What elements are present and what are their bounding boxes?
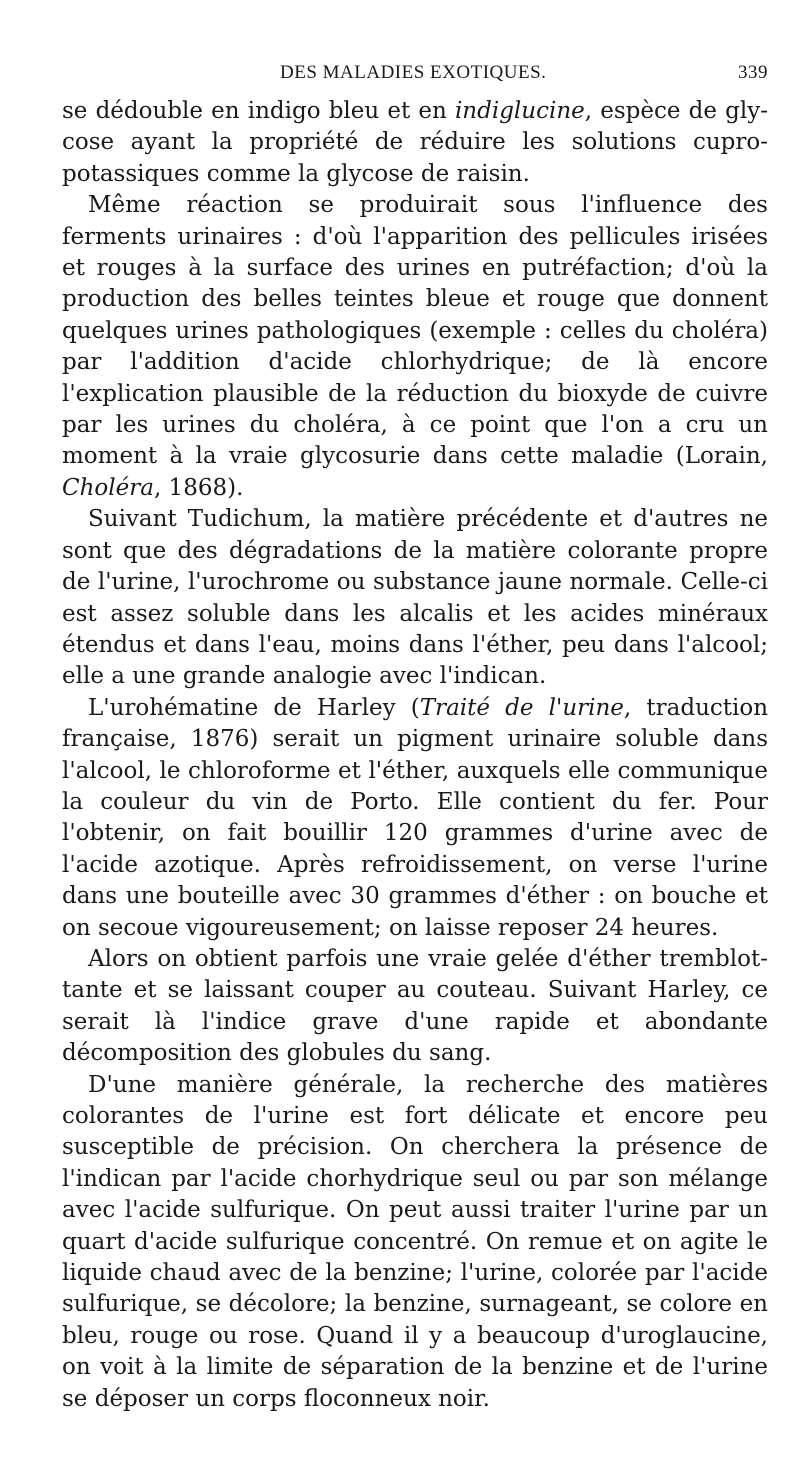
text-run: Suivant Tudichum, la matière précédente et d'autres ne sont que des dégradations de la matière colorante propre de l'urine, l'urochrome ou substance jaune normale. Celle-ci est assez soluble dans les alcalis et les acides minéraux étendus et dans l'eau, moins dans l'éther, peu dans l'alcool; elle a une grande analogie avec l'indican. [62, 506, 768, 690]
body-text [62, 96, 768, 1415]
paragraph-5 [62, 944, 768, 1070]
italic-citation: Traité de l'urine [419, 694, 624, 721]
text-run: , espèce de glycose ayant la propriété de réduire les solutions cupro-potassiques comme la glycose de raisin. [62, 98, 768, 187]
paragraph-1 [62, 96, 768, 190]
text-run: D'une manière générale, la recherche des matières colorantes de l'urine est fort délicate et encore peu susceptible de précision. On cherchera la présence de l'indican par l'acide chorhydrique seul ou par son mélange avec l'acide sulfurique. On peut aussi traiter l'urine par un quart d'acide sulfurique concentré. On remue et on agite le liquide chaud avec de la benzine; l'urine, colorée par l'acide sulfurique, se décolore; la benzine, surnageant, se colore en bleu, rouge ou rose. Quand il y a beaucoup d'uroglaucine, on voit à la limite de séparation de la benzine et de l'urine se déposer un corps floconneux noir. [62, 1071, 768, 1412]
paragraph-3 [62, 504, 768, 692]
paragraph-4 [62, 693, 768, 944]
book-page [62, 58, 768, 1415]
running-head [62, 58, 768, 88]
text-run: Même réaction se produirait sous l'influence des ferments urinaires : d'où l'apparition des pellicules irisées et rouges à la surface des urines en putréfaction; d'où la production des belles teintes bleue et rouge que donnent quelques urines pathologiques (exemple : celles du choléra) par l'addition d'acide chlorhydrique; de là encore l'explication plausible de la réduction du bioxyde de cuivre par les urines du choléra, à ce point que l'on a cru un moment à la vraie glycosurie dans cette maladie (Lorain, [62, 192, 768, 470]
text-run: Alors on obtient parfois une vraie gelée d'éther tremblottante et se laissant couper au couteau. Suivant Harley, ce serait là l'indice grave d'une rapide et abondante décomposition des globules du sang. [62, 945, 768, 1067]
paragraph-6 [62, 1070, 768, 1415]
text-run: , traduction française, 1876) serait un pigment urinaire soluble dans l'alcool, le chloroforme et l'éther, auxquels elle communique la couleur du vin de Porto. Elle contient du fer. Pour l'obtenir, on fait bouillir 120 grammes d'urine avec de l'acide azotique. Après refroidissement, on verse l'urine dans une bouteille avec 30 grammes d'éther : on bouche et on secoue vigoureusement; on laisse reposer 24 heures. [62, 694, 769, 941]
text-run: , 1868). [153, 474, 244, 501]
italic-term: indiglucine [454, 98, 585, 124]
running-head-title: DES MALADIES EXOTIQUES. [280, 62, 547, 83]
page-number: 339 [738, 62, 768, 83]
text-run: L'urohématine de Harley ( [88, 694, 420, 721]
text-run: se dédouble en indigo bleu et en [62, 98, 455, 124]
paragraph-2 [62, 190, 768, 504]
italic-citation: Choléra [62, 474, 154, 501]
